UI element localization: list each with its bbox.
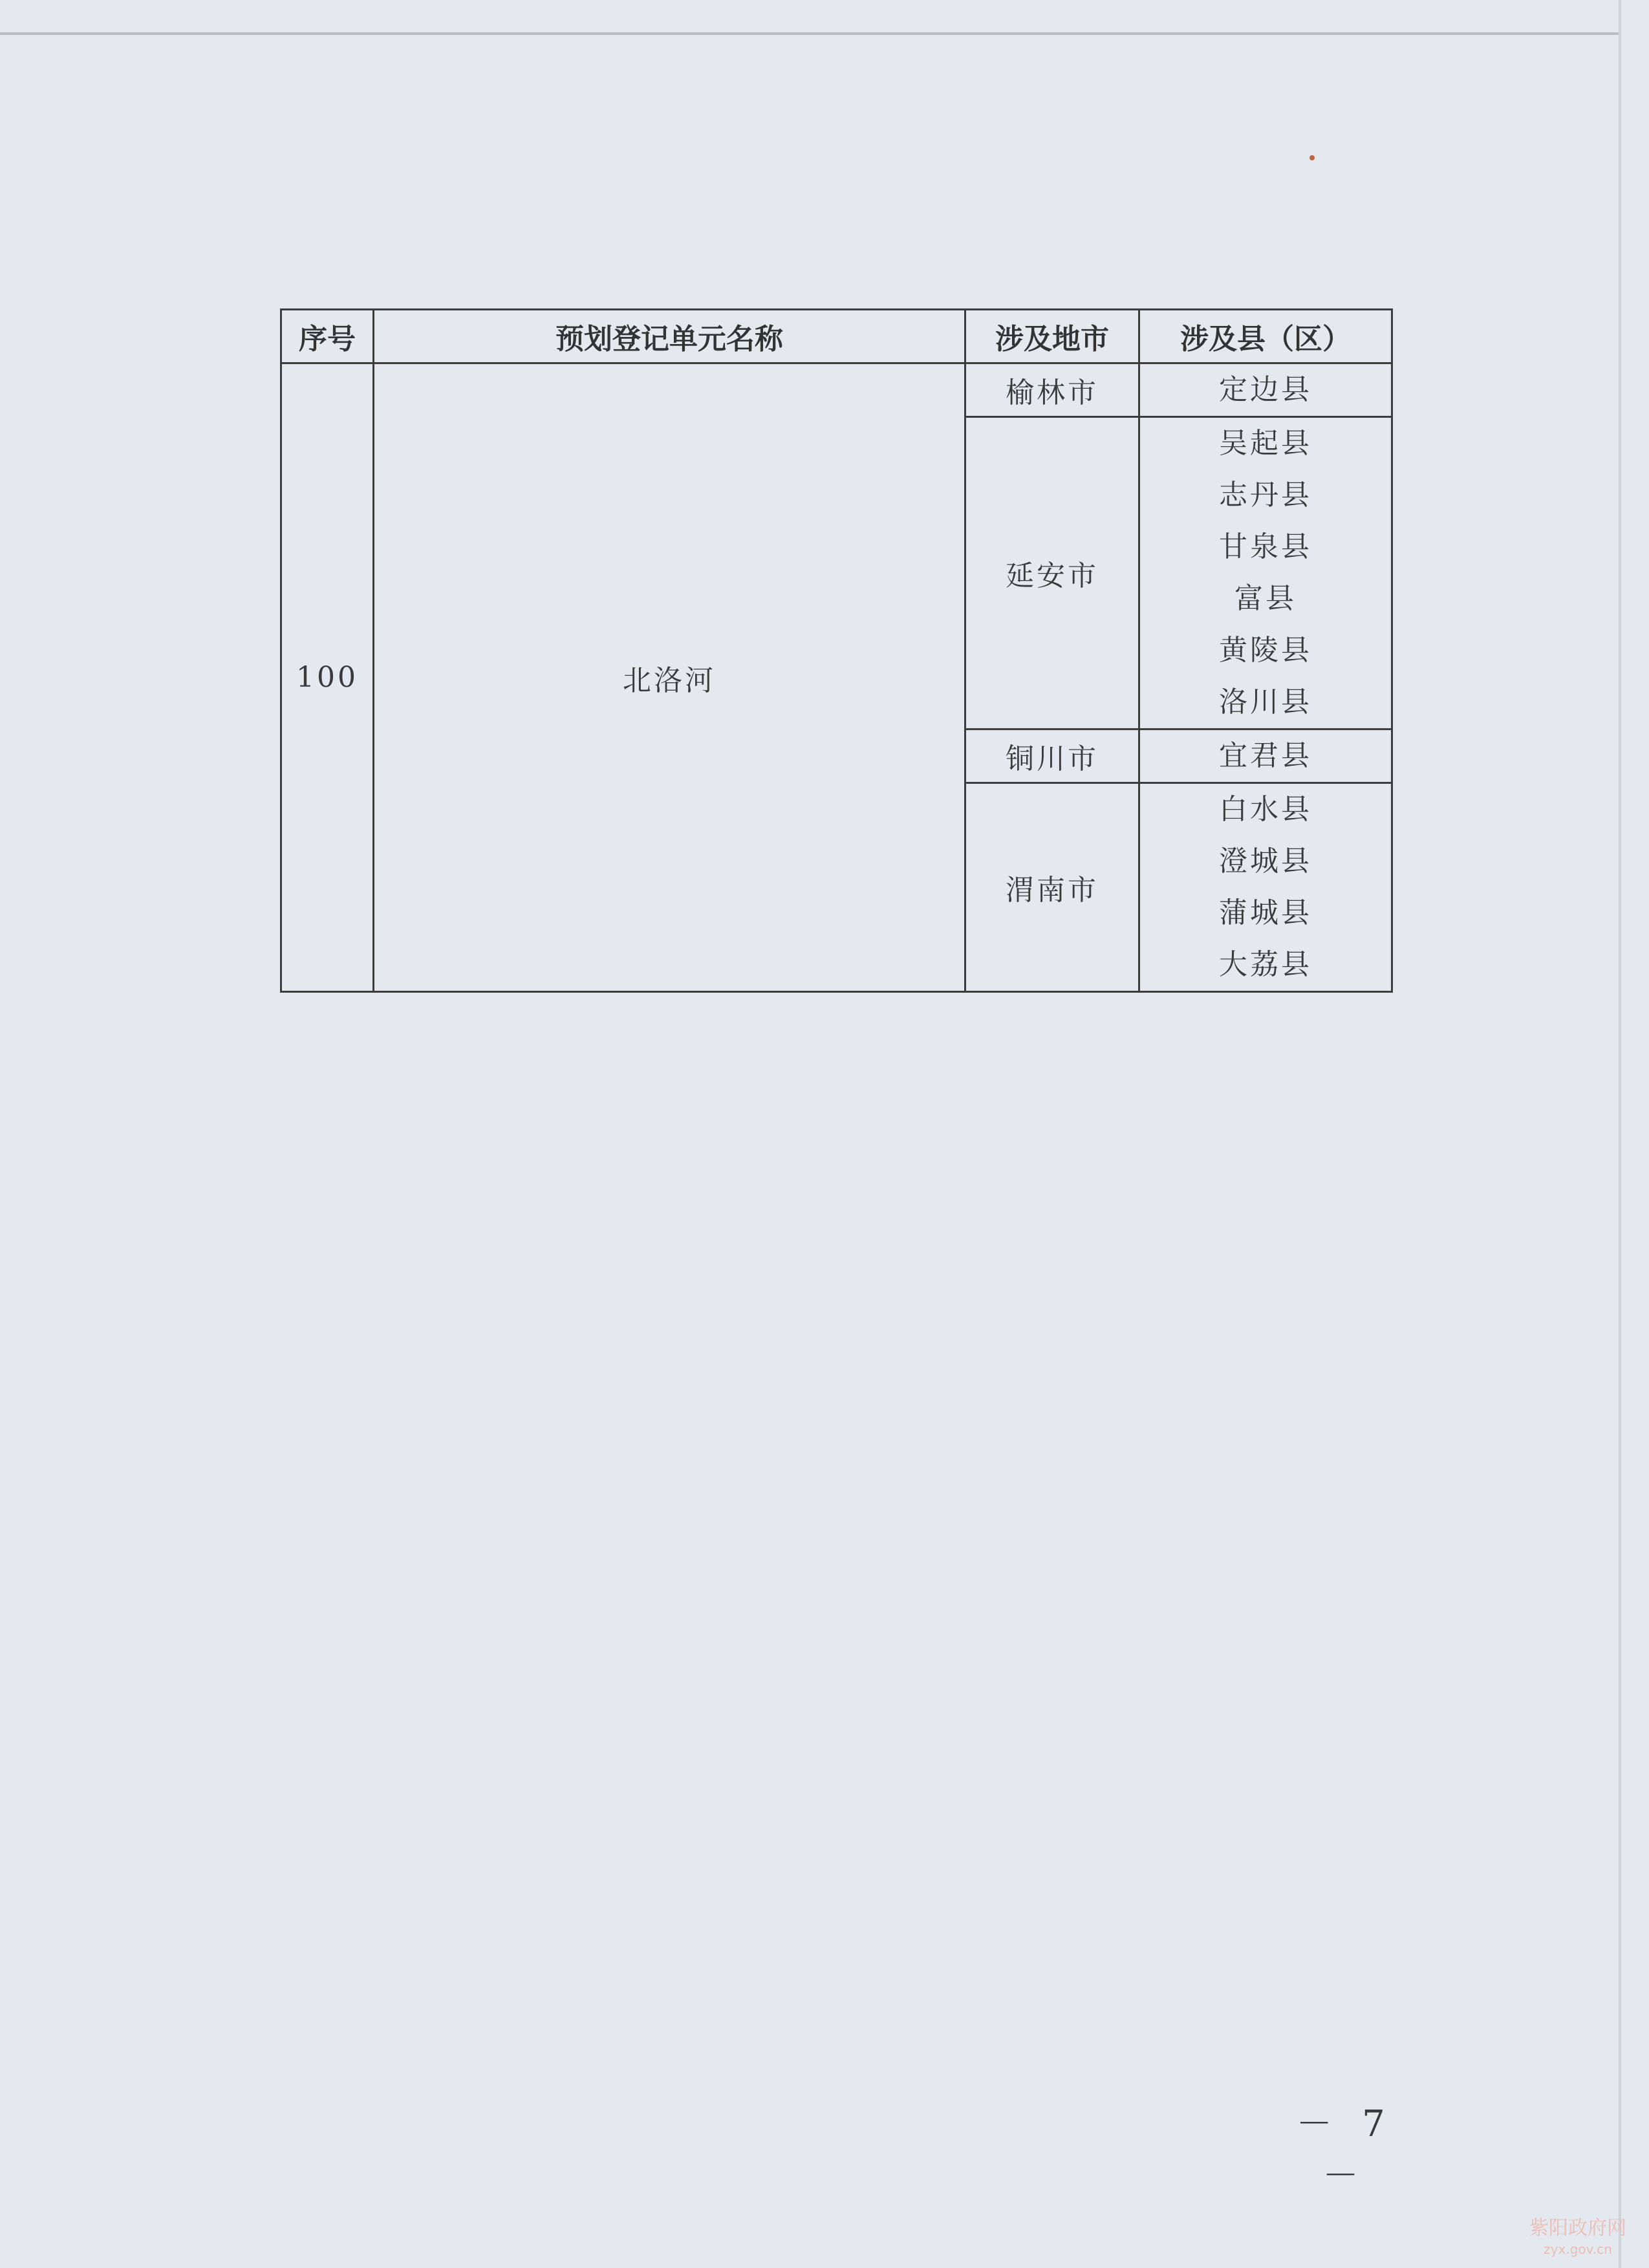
county-item: 富县 bbox=[1234, 582, 1297, 615]
header-city: 涉及地市 bbox=[965, 310, 1139, 363]
county-item: 黄陵县 bbox=[1219, 634, 1312, 667]
header-unit-name: 预划登记单元名称 bbox=[374, 310, 965, 363]
header-county: 涉及县（区） bbox=[1139, 310, 1392, 363]
page-number: － 7 － bbox=[1296, 2103, 1394, 2197]
county-cell-tongchuan bbox=[1139, 729, 1392, 783]
county-item: 蒲城县 bbox=[1219, 896, 1312, 929]
county-item: 吴起县 bbox=[1219, 427, 1312, 460]
city-cell-tongchuan: 铜川市 bbox=[965, 729, 1139, 783]
county-item: 志丹县 bbox=[1219, 479, 1312, 512]
county-item: 白水县 bbox=[1219, 793, 1312, 826]
table-header-row bbox=[281, 310, 1392, 363]
watermark bbox=[1520, 2212, 1636, 2257]
county-cell-yanan bbox=[1139, 417, 1392, 729]
county-item: 甘泉县 bbox=[1219, 530, 1312, 563]
watermark-site-name: 紫阳政府网 bbox=[1529, 2217, 1626, 2240]
table-row bbox=[281, 363, 1392, 417]
county-item: 大荔县 bbox=[1219, 948, 1312, 981]
watermark-url: zyx.gov.cn bbox=[1544, 2241, 1612, 2257]
registration-unit-table bbox=[280, 308, 1393, 993]
county-item: 澄城县 bbox=[1219, 845, 1312, 878]
county-item: 定边县 bbox=[1219, 373, 1312, 406]
scan-speck bbox=[1310, 155, 1315, 160]
scan-page-right-edge bbox=[1619, 0, 1621, 2268]
unit-name-cell: 北洛河 bbox=[374, 363, 965, 992]
county-item: 宜君县 bbox=[1219, 739, 1312, 772]
seq-cell: 100 bbox=[281, 363, 374, 992]
scan-page-top-edge bbox=[0, 32, 1620, 35]
county-cell-weinan bbox=[1139, 783, 1392, 992]
header-seq: 序号 bbox=[281, 310, 374, 363]
city-cell-yanan: 延安市 bbox=[965, 417, 1139, 729]
city-cell-weinan: 渭南市 bbox=[965, 783, 1139, 992]
city-cell-yulin: 榆林市 bbox=[965, 363, 1139, 417]
county-cell-yulin bbox=[1139, 363, 1392, 417]
county-item: 洛川县 bbox=[1219, 686, 1312, 718]
